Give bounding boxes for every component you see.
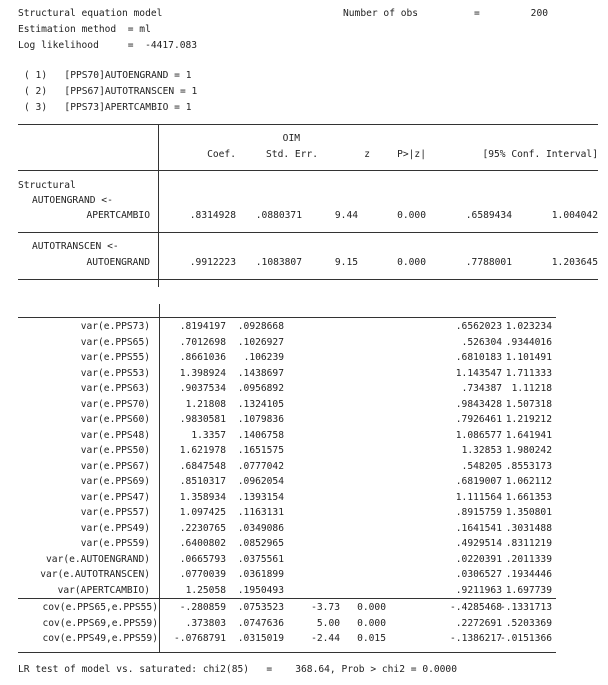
table-row: var(APERTCAMBIO) 1.25058 .1950493 .9211963 1.697739 — [57, 584, 552, 596]
table-row: AUTOENGRAND .9912223 .1083807 9.15 0.000 .7788001 1.203645 — [86, 257, 598, 268]
table-row: var(e.PPS57) 1.097425 .1163131 .8915759 1.350801 — [80, 507, 552, 518]
estimation-method: Estimation method = ml — [18, 24, 151, 35]
nobs-value: 200 — [530, 8, 548, 19]
table-row: cov(e.PPS49,e.PPS59) -.0768791 .0315019 -2.44 0.015 -.1386217 -.0151366 — [42, 633, 552, 644]
constraint-2: ( 2) [PPS67]AUTOTRANSCEN = 1 — [24, 86, 198, 97]
table-row: var(e.PPS63) .9037534 .0956892 .734387 1.11218 — [80, 383, 552, 394]
table-row: var(e.PPS70) 1.21808 .1324105 .9843428 1.507318 — [80, 398, 552, 410]
table1-mid-rule — [18, 232, 598, 233]
section-structural: Structural — [18, 180, 76, 191]
table-row: var(e.PPS47) 1.358934 .1393154 1.111564 1.661353 — [80, 491, 552, 503]
col-z: z — [364, 149, 370, 160]
table-row: var(e.PPS73) .8194197 .0928668 .6562023 1.023234 — [80, 321, 552, 332]
table-row: var(e.AUTOTRANSCEN) .0770039 .0361899 .0306527 .1934446 — [40, 569, 552, 580]
table-row: var(e.PPS60) .9830581 .1079836 .7926461 1.219212 — [80, 414, 552, 425]
table1-bottom-rule — [18, 279, 598, 280]
constraint-1: ( 1) [PPS70]AUTOENGRAND = 1 — [24, 70, 192, 81]
block1-label: AUTOENGRAND <- — [32, 195, 113, 206]
table2-top-rule — [18, 317, 556, 318]
table-row: cov(e.PPS69,e.PPS59) .373803 .0747636 5.00 0.000 .2272691 .5203369 — [42, 617, 552, 629]
model-title: Structural equation model — [18, 8, 163, 19]
table-row: var(e.PPS53) 1.398924 .1438697 1.143547 1.711333 — [80, 367, 552, 379]
col-pvalue: P>|z| — [397, 149, 426, 160]
table-row: var(e.PPS69) .8510317 .0962054 .6819007 1.062112 — [80, 476, 552, 487]
nobs-label: Number of obs — [343, 8, 419, 19]
col-stderr: Std. Err. — [266, 149, 318, 160]
table-row: cov(e.PPS65,e.PPS55) -.280859 .0753523 -3.73 0.000 -.4285468 -.1331713 — [42, 602, 552, 613]
col-coef: Coef. — [207, 149, 236, 160]
nobs-equals: = — [474, 8, 480, 19]
table-row: var(e.PPS50) 1.621978 .1651575 1.32853 1.980242 — [80, 445, 552, 456]
table-row: var(e.AUTOENGRAND) .0665793 .0375561 .0220391 .2011339 — [46, 553, 552, 565]
table2-mid-rule — [18, 598, 556, 599]
table-row: APERTCAMBIO .8314928 .0880371 9.44 0.000 .6589434 1.004042 — [86, 210, 598, 221]
table-row: var(e.PPS67) .6847548 .0777042 .548205 .8553173 — [80, 460, 552, 472]
table1-header-rule — [18, 170, 598, 171]
lr-test-footer: LR test of model vs. saturated: chi2(85) = 368.64, Prob > chi2 = 0.0000 — [18, 664, 457, 675]
constraint-3: ( 3) [PPS73]APERTCAMBIO = 1 — [24, 102, 192, 113]
table1-top-rule — [18, 124, 598, 125]
col-oim: OIM — [282, 133, 300, 144]
col-ci: [95% Conf. Interval] — [482, 149, 598, 160]
table-row: var(e.PPS55) .8661036 .106239 .6810183 1.101491 — [80, 352, 552, 363]
block2-label: AUTOTRANSCEN <- — [32, 241, 119, 252]
table-row: var(e.PPS49) .2230765 .0349086 .1641541 .3031488 — [80, 522, 552, 534]
table-row: var(e.PPS59) .6400802 .0852965 .4929514 .8311219 — [80, 538, 552, 549]
table-row: var(e.PPS65) .7012698 .1026927 .526304 .9344016 — [80, 336, 552, 348]
table-row: var(e.PPS48) 1.3357 .1406758 1.086577 1.641941 — [80, 429, 552, 441]
table2-bottom-rule — [18, 652, 556, 653]
log-likelihood: Log likelihood = -4417.083 — [18, 40, 198, 51]
